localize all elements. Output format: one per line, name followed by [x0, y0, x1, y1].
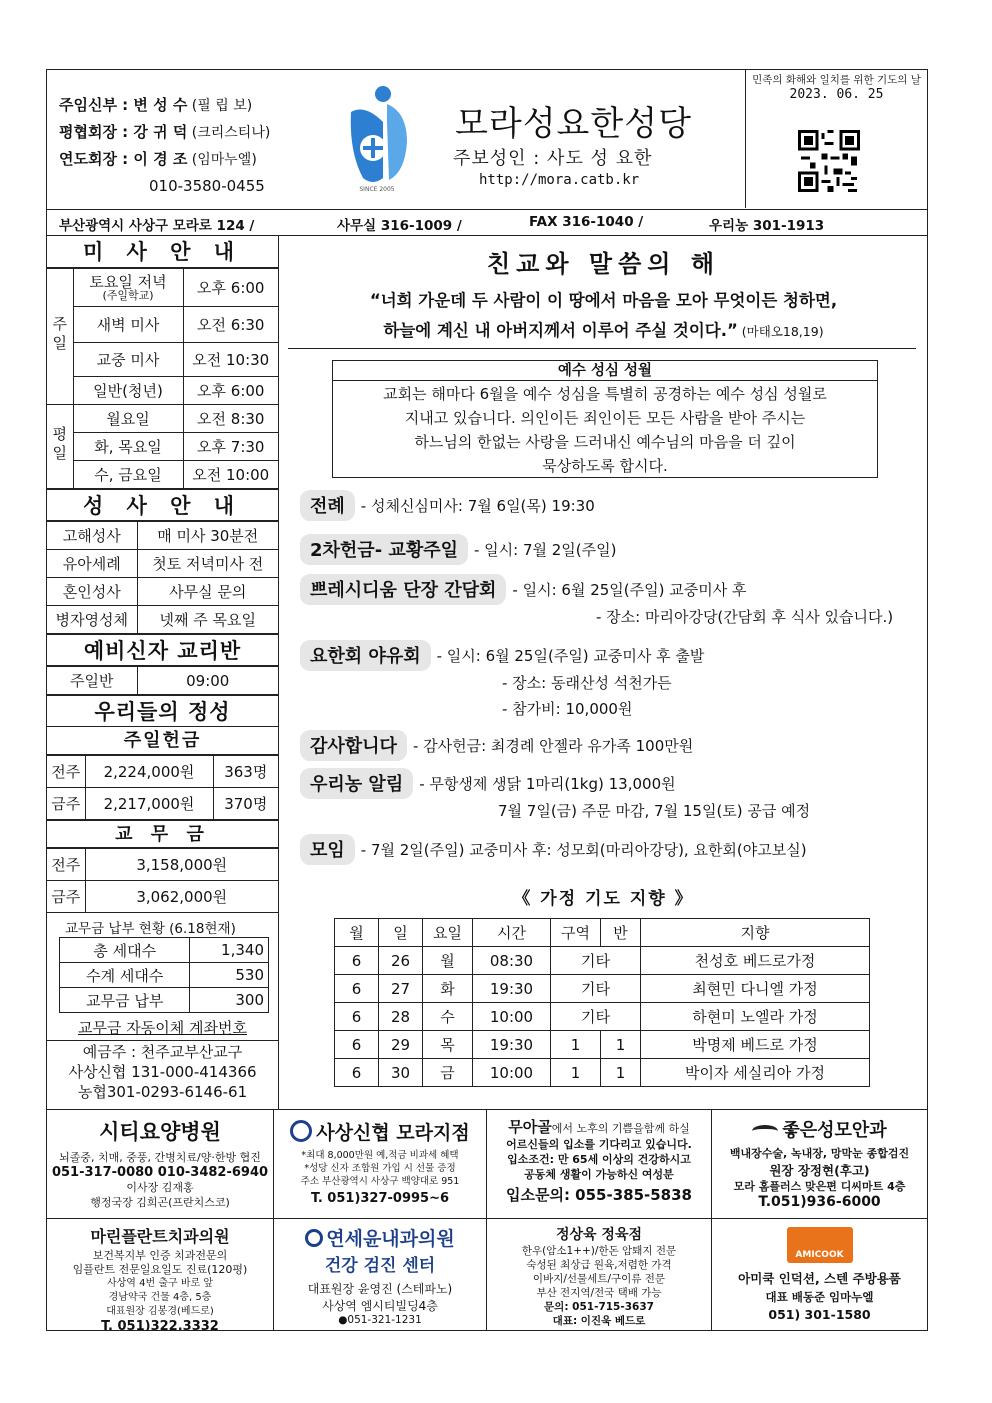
dues-status-box — [47, 913, 278, 1102]
contact-bar — [47, 210, 927, 236]
farm-phone: 우리농 301-1913 — [709, 218, 825, 234]
notice-badge: 우리농 알림 — [300, 768, 413, 799]
ad-amicook: AMICOOK 아미쿡 인덕션, 스텐 주방용품 대표 배동준 임마누엘 051) 301-1580 — [712, 1219, 927, 1331]
account-holder: 예금주 : 천주교부산교구 — [47, 1040, 278, 1062]
officers-list — [59, 92, 270, 199]
catechumen-table — [47, 666, 278, 695]
year-theme: 친교와 말씀의 해 — [487, 250, 720, 278]
office-phone: 사무실 316-1009 / — [337, 218, 462, 234]
phone-icon: ● — [338, 1314, 348, 1326]
ads-section — [47, 1109, 927, 1330]
ad-butcher-shop: 정상육 정육점 한우(암소1++)/한돈 암퇘지 전문 숙성된 최상급 원육,저렴한 가격 이바지/선물세트/구이류 전문 부산 전지역/전국 택배 가능 문의: 051-715-3637 대표: 이진욱 베드로 — [487, 1219, 712, 1331]
table-row: 교중 미사 오전 10:30 — [47, 343, 278, 377]
day-title: 민족의 화해와 일치를 위한 기도의 날 — [752, 74, 921, 86]
notice-thanks: 감사합니다 - 감사헌금: 최경례 안젤라 유가족 100만원 — [300, 730, 693, 761]
ad-eye-clinic: 좋은성모안과 백내장수술, 녹내장, 망막눈 종합검진 원장 장정현(후고) 모라 홈플러스 맞은편 디씨마트 4층 T.051)936-6000 — [712, 1110, 927, 1219]
divider — [288, 348, 916, 349]
table-row: 병자영성체 넷째 주 목요일 — [47, 606, 278, 634]
sacraments-title: 성 사 안 내 — [47, 489, 278, 521]
catechumen-title: 예비신자 교리반 — [47, 634, 278, 666]
table-header-row: 월 일 요일 시간 구역 반 지향 — [335, 919, 870, 947]
sunday-label: 주일 — [47, 269, 73, 405]
mass-schedule-title: 미 사 안 내 — [47, 236, 278, 268]
ad-nursing-home: 무아골에서 노후의 기쁨을함께 하실 어르신들의 입소를 기다리고 있습니다. 입소조건: 만 65세 이상의 건강하시고 공동체 생활이 가능하신 여성분 입소문의: 055-385-5838 — [487, 1110, 712, 1219]
table-row: 6 26 월 08:30 기타 천성호 베드로가정 — [335, 947, 870, 975]
notice-badge: 쁘레시디움 단장 간담회 — [300, 574, 506, 605]
dues-title: 교 무 금 — [47, 820, 278, 848]
account-nonghyup: 농협301-0293-6146-61 — [77, 1083, 248, 1101]
issue-date: 2023. 06. 25 — [789, 87, 884, 102]
table-row: 전주 2,224,000원 363명 — [47, 756, 278, 788]
header-date-panel — [745, 70, 927, 208]
mass-schedule-table — [47, 268, 278, 489]
sacraments-table — [47, 521, 278, 634]
table-row: 평일 월요일 오전 8:30 — [47, 405, 278, 433]
table-row: 금주 3,062,000원 — [47, 881, 278, 913]
main-content: 친교와 말씀의 해 “너희 가운데 두 사람이 이 땅에서 마음을 모아 무엇이든 청하면, 하늘에 계신 내 아버지께서 이루어 주실 것이다.” (마태오18,19) 예수 성심 성월 교회는 해마다 6월을 예수 성심을 특별히 공경하는 예수 성심 성월로 지내고 있습니다. 의인이든 죄인이든 모든 사람을 받아 주시는 하느님의 한없는 사랑을 드러내신 예수님의 마음을 더 깊이 묵상하도록 합시다. 전례 - 성체신심미사: 7월 6일(목) 19:30 2차헌금- 교황주일 - 일시: 7월 2일(주일) 쁘레시디움 단장 간담회 - 일시: 6월 25일(주일) 교중미사 후 - 장소: 마리아강당(간담회 후 식사 있습니다.) 요한회 야유회 - 일시: 6월 25일(주일) 교중미사 후 출발 - 장소: 동래산성 석천가든 - 참가비: 10,000원 감사합니다 - 감사헌금: 최경례 안젤라 유가족 100만원 우리농 알림 - 무항생제 생닭 1마리(1kg) 13,000원 7월 7일(금) 주문 마감, 7월 15일(토) 공급 예정 모임 - 7월 2일(주일) 교중미사 후: 성모회(마리아강당), 요한회(야고보실) 《 가정 기도 지향 》 월 일 요일 시간 구역 반 지향 6 26 월 08:30 기타 천성호 베드로가정 6 27 화 19:30 기타 최현민 다니엘 가정 6 28 수 10:00 기타 하현미 노엘라 가정 6 29 목 19:30 1 1 박명제 베드로 가정 6 30 금 10:00 1 1 박이자 세실리아 가정 — [280, 236, 927, 1109]
officer-phone: 010-3580-0455 — [149, 177, 265, 195]
notice-farm: 우리농 알림 - 무항생제 생닭 1마리(1kg) 13,000원 — [300, 768, 676, 799]
parish-website-link[interactable]: http://mora.catb.kr — [479, 172, 640, 188]
officer-yeondo: 연도회장 : 이 경 조 (임마누엘) — [59, 150, 257, 168]
weekday-label: 평일 — [47, 405, 73, 489]
family-prayer-title: 《 가정 기도 지향 》 — [513, 889, 694, 909]
notice-badge: 전례 — [300, 490, 355, 521]
parish-address: 부산광역시 사상구 모라로 124 / — [59, 218, 255, 234]
parish-logo-icon — [343, 82, 411, 194]
fax-number: FAX 316-1040 / — [529, 214, 644, 230]
notice-badge: 감사합니다 — [300, 730, 407, 761]
ad-dental-clinic: 마린플란트치과의원 보건복지부 인증 치과전문의 임플란트 전문일요일도 진료(120평) 사상역 4번 출구 바로 앞 경남약국 건물 4층, 5층 대표원장 김봉경(베드로) T. 051)322.3332 — [47, 1219, 274, 1331]
qr-code-icon[interactable] — [798, 130, 860, 192]
table-row: 주일반 09:00 — [47, 667, 278, 695]
table-row: 6 27 화 19:30 기타 최현민 다니엘 가정 — [335, 975, 870, 1003]
table-row: 금주 2,217,000원 370명 — [47, 788, 278, 820]
credit-union-logo-icon — [290, 1120, 312, 1142]
notice-badge: 모임 — [300, 834, 355, 865]
sacred-heart-title: 예수 성심 성월 — [333, 361, 877, 381]
bulletin-page — [46, 69, 928, 1331]
table-row: 일반(청년) 오후 6:00 — [47, 377, 278, 405]
table-row: 새벽 미사 오전 6:30 — [47, 307, 278, 343]
verse-reference: (마태오18,19) — [737, 324, 824, 339]
left-sidebar — [47, 236, 279, 1109]
offering-title: 우리들의 정성 — [47, 695, 278, 727]
sunday-offering-title: 주일헌금 — [47, 727, 278, 755]
clinic-logo-icon — [305, 1229, 323, 1247]
ad-city-hospital: 시티요양병원 뇌졸중, 치매, 중풍, 간병치료/양·한방 협진 051-317-0080 010-3482-6940 이사장 김재홍 행정국장 김희곤(프란치스코) — [47, 1110, 274, 1219]
table-row: 고해성사 매 미사 30분전 — [47, 522, 278, 550]
table-row: 유아세례 첫토 저녁미사 전 — [47, 550, 278, 578]
ad-internal-clinic: 연세윤내과의원 건강 검진 센터 대표원장 윤영진 (스테파노) 사상역 엠시티빌딩4층 ●051-321-1231 — [274, 1219, 487, 1331]
table-row: 6 30 금 10:00 1 1 박이자 세실리아 가정 — [335, 1059, 870, 1087]
officer-council: 평협회장 : 강 귀 덕 (크리스티나) — [59, 123, 271, 141]
table-row: 전주 3,158,000원 — [47, 849, 278, 881]
ad-sasang-credit: 사상신협 모라지점 *최대 8,000만원 예,적금 비과세 혜택 *성당 신자 조합원 가입 시 선물 증정 주소 부산광역시 사상구 백양대로 951 T. 051)327-0995~6 — [274, 1110, 487, 1219]
officer-pastor: 주임신부 : 변 성 수 (필 립 보) — [59, 96, 253, 114]
account-shinhyup: 사상신협 131-000-414366 — [68, 1063, 257, 1081]
notice-second-collection: 2차헌금- 교황주일 - 일시: 7월 2일(주일) — [300, 534, 617, 565]
notice-badge: 요한회 야유회 — [300, 640, 431, 671]
dues-table — [47, 848, 278, 913]
patron-saint: 주보성인 : 사도 성 요한 — [453, 148, 653, 169]
notice-liturgy: 전례 - 성체신심미사: 7월 6일(목) 19:30 — [300, 490, 595, 521]
bulletin-header — [47, 70, 927, 210]
dues-status-title: 교무금 납부 현황 (6.18현재) — [65, 921, 236, 937]
dues-status-table — [59, 937, 269, 1013]
amicook-logo-icon: AMICOOK — [787, 1227, 853, 1263]
table-row: 수계 세대수 530 — [60, 963, 269, 988]
sacred-heart-box — [332, 360, 878, 478]
notice-john-picnic: 요한회 야유회 - 일시: 6월 25일(주일) 교중미사 후 출발 — [300, 640, 704, 671]
sunday-offering-table — [47, 755, 278, 820]
table-row: 6 29 목 19:30 1 1 박명제 베드로 가정 — [335, 1031, 870, 1059]
table-row: 수, 금요일 오전 10:00 — [47, 461, 278, 489]
table-row: 화, 목요일 오후 7:30 — [47, 433, 278, 461]
eye-logo-icon — [752, 1125, 778, 1137]
parish-name: 모라성요한성당 — [455, 104, 692, 144]
table-row: 주일 토요일 저녁 (주일학교) 오후 6:00 — [47, 269, 278, 307]
table-row: 교무금 납부 300 — [60, 988, 269, 1013]
family-prayer-table — [334, 918, 870, 1087]
table-row: 혼인성사 사무실 문의 — [47, 578, 278, 606]
table-row: 6 28 수 10:00 기타 하현미 노엘라 가정 — [335, 1003, 870, 1031]
logo-caption: SINCE 2005 — [359, 186, 395, 193]
notice-presidium: 쁘레시디움 단장 간담회 - 일시: 6월 25일(주일) 교중미사 후 — [300, 574, 746, 605]
scripture-verse: “너희 가운데 두 사람이 이 땅에서 마음을 모아 무엇이든 청하면, 하늘에 계신 내 아버지께서 이루어 주실 것이다.” (마태오18,19) — [369, 291, 838, 340]
table-row: 총 세대수 1,340 — [60, 938, 269, 963]
notice-meeting: 모임 - 7월 2일(주일) 교중미사 후: 성모회(마리아강당), 요한회(야고보실) — [300, 834, 807, 865]
notice-badge: 2차헌금- 교황주일 — [300, 534, 468, 565]
auto-transfer-title: 교무금 자동이체 계좌번호 — [78, 1019, 247, 1037]
sacred-heart-body: 교회는 해마다 6월을 예수 성심을 특별히 공경하는 예수 성심 성월로 지내고 있습니다. 의인이든 죄인이든 모든 사람을 받아 주시는 하느님의 한없는 사랑을 드러내신 예수님의 마음을 더 깊이 묵상하도록 합시다. — [383, 385, 827, 475]
